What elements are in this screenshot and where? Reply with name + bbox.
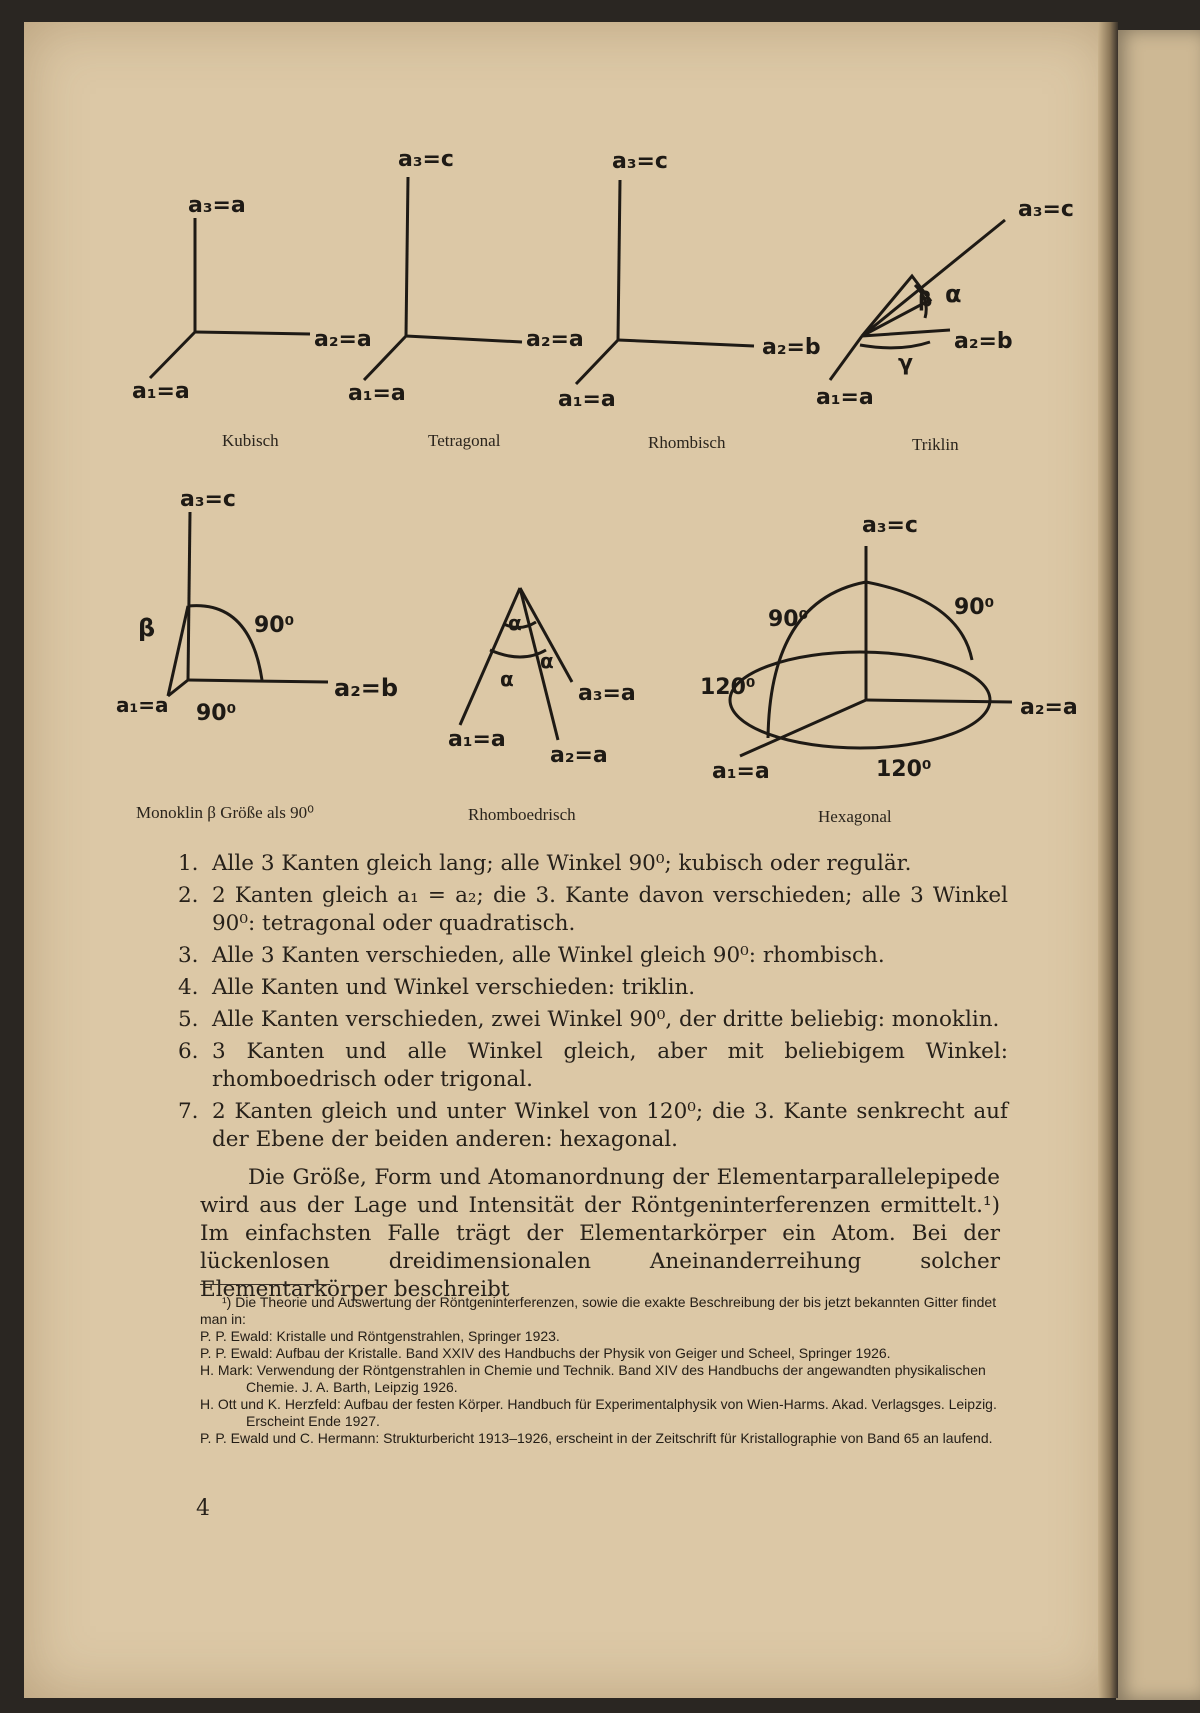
rhombisch-a1-label: a₁=a	[558, 387, 616, 412]
monoklin-beta-label: β	[138, 614, 156, 642]
footnote-item: P. P. Ewald: Kristalle und Röntgenstrahlen, Springer 1923.	[200, 1328, 560, 1344]
rhomboedrisch-alpha-3: α	[540, 649, 554, 673]
rhomboedrisch-alpha-2: α	[500, 667, 514, 691]
body-paragraph: Die Größe, Form und Atomanordnung der Elementarparallelepipede wird aus der Lage und Intensität der Röntgeninterferenzen ermittelt.¹) Im einfachsten Falle trägt der Elementarkörper ein Atom. Bei der lückenlosen dreidimensionalen Aneinanderreihung solcher Elementarkörper beschreibt	[200, 1165, 1000, 1302]
rhomboedrisch-a1-label: a₁=a	[448, 727, 506, 752]
list-item: 5. Alle Kanten verschieden, zwei Winkel 90⁰, der dritte beliebig: monoklin.	[178, 1007, 1000, 1032]
hexagonal-angle-90-right: 90⁰	[954, 595, 995, 620]
triklin-beta-label: β	[918, 287, 933, 311]
figure-rhomboedrisch	[448, 588, 636, 824]
rhomboedrisch-a2-label: a₂=a	[550, 743, 608, 768]
figure-monoklin	[116, 487, 398, 822]
figure-kubisch	[132, 193, 372, 450]
crystal-system-list	[178, 850, 1008, 1158]
monoklin-a1-label: a₁=a	[116, 693, 169, 717]
hexagonal-a1-label: a₁=a	[712, 759, 770, 784]
list-item: 7. 2 Kanten gleich und unter Winkel von 120⁰; die 3. Kante senkrecht auf der Ebene der beiden anderen: hexagonal.	[178, 1099, 1008, 1152]
rhombisch-caption: Rhombisch	[648, 433, 726, 452]
kubisch-caption: Kubisch	[222, 431, 279, 450]
figure-tetragonal	[348, 147, 584, 450]
figure-triklin	[816, 197, 1074, 454]
monoklin-angle-top: 90⁰	[254, 613, 295, 638]
footnote-item: ¹) Die Theorie und Auswertung der Röntgeninterferenzen, sowie die exakte Beschreibung der bis jetzt bekannten Gitter findet man in:	[200, 1294, 997, 1327]
list-item: 1. Alle 3 Kanten gleich lang; alle Winkel 90⁰; kubisch oder regulär.	[178, 851, 912, 876]
tetragonal-caption: Tetragonal	[428, 431, 501, 450]
footnote-item: P. P. Ewald: Aufbau der Kristalle. Band XXIV des Handbuchs der Physik von Geiger und Scheel, Springer 1926.	[200, 1345, 891, 1361]
monoklin-a2-label: a₂=b	[334, 674, 398, 702]
list-item: 3. Alle 3 Kanten verschieden, alle Winkel gleich 90⁰: rhombisch.	[178, 943, 885, 968]
triklin-a3-label: a₃=c	[1018, 197, 1074, 222]
kubisch-a1-label: a₁=a	[132, 379, 190, 404]
triklin-alpha-label: α	[945, 280, 962, 308]
footnotes	[200, 1294, 1000, 1447]
triklin-caption: Triklin	[912, 435, 959, 454]
monoklin-angle-bottom: 90⁰	[196, 701, 237, 726]
rhombisch-a2-label: a₂=b	[762, 335, 821, 360]
hexagonal-a2-label: a₂=a	[1020, 695, 1078, 720]
tetragonal-a1-label: a₁=a	[348, 381, 406, 406]
figure-rhombisch	[558, 149, 821, 452]
hexagonal-angle-90-left: 90⁰	[768, 607, 809, 632]
page-number: 4	[196, 1496, 210, 1521]
hexagonal-caption: Hexagonal	[818, 807, 892, 826]
triklin-a1-label: a₁=a	[816, 385, 874, 410]
footnote-item: H. Ott und K. Herzfeld: Aufbau der festen Körper. Handbuch für Experimentalphysik von Wien-Harms. Akad. Verlagsges. Leipzig. Erscheint Ende 1927.	[200, 1396, 997, 1429]
rhombisch-a3-label: a₃=c	[612, 149, 668, 174]
hexagonal-a3-label: a₃=c	[862, 513, 918, 538]
hexagonal-angle-120-left: 120⁰	[700, 675, 756, 700]
tetragonal-a2-label: a₂=a	[526, 327, 584, 352]
hexagonal-angle-120-bottom: 120⁰	[876, 757, 932, 782]
triklin-a2-label: a₂=b	[954, 329, 1013, 354]
footnote-item: P. P. Ewald und C. Hermann: Strukturbericht 1913–1926, erscheint in der Zeitschrift für Kristallographie von Band 65 an laufend.	[200, 1430, 993, 1446]
tetragonal-a3-label: a₃=c	[398, 147, 454, 172]
triklin-gamma-label: γ	[898, 351, 913, 376]
monoklin-a3-label: a₃=c	[180, 487, 236, 512]
monoklin-caption: Monoklin β Größe als 90⁰	[136, 803, 314, 822]
figure-hexagonal	[700, 513, 1078, 826]
footnote-rule	[200, 1284, 330, 1285]
rhomboedrisch-caption: Rhomboedrisch	[468, 805, 576, 824]
list-item: 2. 2 Kanten gleich a₁ = a₂; die 3. Kante davon verschieden; alle 3 Winkel 90⁰: tetragonal oder quadratisch.	[178, 883, 1008, 936]
rhomboedrisch-alpha-1: α	[508, 611, 522, 635]
rhomboedrisch-a3-label: a₃=a	[578, 681, 636, 706]
list-item: 4. Alle Kanten und Winkel verschieden: triklin.	[178, 975, 696, 1000]
list-item: 6. 3 Kanten und alle Winkel gleich, aber mit beliebigem Winkel: rhomboedrisch oder trigonal.	[178, 1039, 1008, 1092]
footnote-item: H. Mark: Verwendung der Röntgenstrahlen in Chemie und Technik. Band XIV des Handbuchs der angewandten physikalischen Chemie. J. A. Barth, Leipzig 1926.	[200, 1362, 986, 1395]
kubisch-a3-label: a₃=a	[188, 193, 246, 218]
kubisch-a2-label: a₂=a	[314, 327, 372, 352]
